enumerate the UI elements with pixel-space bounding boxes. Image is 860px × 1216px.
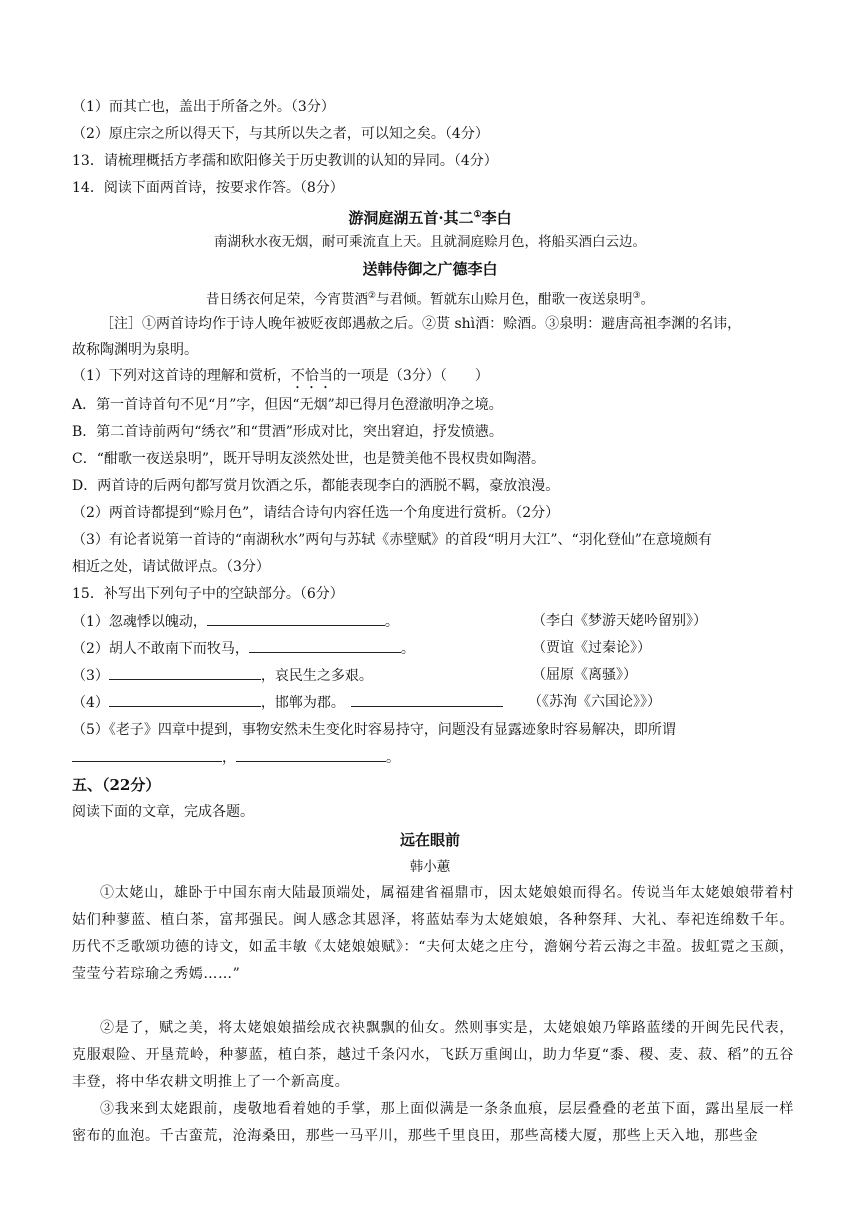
q15-item-1-source: （李白《梦游天姥吟留别》）	[532, 613, 707, 629]
poem-1-text: 南湖秋水夜无烟，耐可乘流直上天。且就洞庭赊月色，将船买酒白云边。	[214, 234, 646, 250]
answer-blank[interactable]	[109, 665, 261, 680]
answer-blank[interactable]	[72, 747, 222, 762]
article-paragraph-1: ①太姥山，雄卧于中国东南大陆最顶端处，属福建省福鼎市，因太姥娘娘而得名。传说当年太姥娘娘带着村姑们种蓼蓝、植白茶，富邦强民。闽人感念其恩泽，将蓝姑奉为太姥娘娘，各种祭拜、大礼、奉祀连绵数千年。历代不乏歌颂功德的诗文，如孟丰敏《太姥娘娘赋》：“夫何太姥之庄兮，澹娴兮若云海之丰盈。拔虹霓之玉颜，莹莹兮若琮瑜之秀嫣……”	[72, 885, 794, 982]
q14-sub-3-line-1: （3）有论者说第一首诗的“南湖秋水”两句与苏轼《赤壁赋》的首段“明月大江”、“羽化登仙”在意境颇有	[72, 532, 712, 548]
q15-item-2: （2）胡人不敢南下而牧马， 。	[72, 638, 415, 659]
answer-blank[interactable]	[351, 692, 503, 707]
q14-sub-3-line-2: 相近之处，请试做评点。（3分）	[72, 559, 270, 575]
answer-blank[interactable]	[109, 692, 261, 707]
option-a: A．第一首诗首句不见“月”字，但因“无烟”却已得月色澄澈明净之境。	[72, 397, 503, 413]
article-paragraph-2: ②是了，赋之美，将太姥娘娘描绘成衣袂飘飘的仙女。然则事实是，太姥娘娘乃筚路蓝缕的开闽先民代表，克服艰险、开垦荒岭，种蓼蓝，植白茶，越过千条闪水，飞跃万重闽山，助力华夏“黍、稷、麦、菽、稻”的五谷丰登，将中华农耕文明推上了一个新高度。	[72, 1020, 794, 1090]
article-paragraph-3: ③我来到太姥跟前，虔敬地看着她的手掌，那上面似满是一条条血痕，层层叠叠的老茧下面，露出星辰一样密布的血泡。千古蛮荒，沧海桑田，那些一马平川，那些千里良田，那些高楼大厦，那些上天入地，那些金	[72, 1101, 794, 1144]
emphasis-not-appropriate: 不恰当	[290, 368, 333, 384]
answer-blank[interactable]	[249, 638, 401, 653]
option-d: D．两首诗的后两句都写赏月饮酒之乐，都能表现李白的洒脱不羁，豪放浪漫。	[72, 478, 560, 494]
poem-2-text: 昔日绣衣何足荣，今宵贳酒②与君倾。暂就东山赊月色，酣歌一夜送泉明③。	[205, 291, 655, 308]
poem-notes-line-1: ［注］①两首诗均作于诗人晚年被贬夜郎遇赦之后。②贳 shì酒：赊酒。③泉明：避唐高祖李渊的名讳，	[100, 316, 742, 332]
q12-item-2: （2）原庄宗之所以得天下，与其所以失之者，可以知之矣。（4分）	[72, 126, 489, 142]
section-5-instruction: 阅读下面的文章，完成各题。	[72, 804, 254, 820]
q14-sub-2: （2）两首诗都提到“赊月色”，请结合诗句内容任选一个角度进行赏析。（2分）	[72, 505, 560, 521]
q15-item-5-line-1: （5）《老子》四章中提到，事物安然未生变化时容易持守，问题没有显露迹象时容易解决，即所谓	[72, 722, 676, 738]
footnote-marker-1: ①	[473, 210, 482, 220]
q15-item-4-source: （《苏洵《六国论》》）	[528, 694, 661, 710]
footnote-marker-2: ②	[367, 291, 376, 301]
q14-sub-1: （1）下列对这首诗的理解和赏析，不恰当的一项是（3分）（ ）	[72, 368, 489, 384]
footnote-marker-3: ③	[632, 291, 641, 301]
poem-2-title: 送韩侍御之广德李白	[362, 260, 498, 278]
article-title: 远在眼前	[399, 831, 460, 849]
q15-item-5-line-2: ， 。	[72, 747, 400, 768]
q15-item-2-source: （贾谊《过秦论》）	[532, 640, 651, 656]
poem-notes-line-2: 故称陶渊明为泉明。	[72, 342, 198, 358]
q15-item-4: （4） ，邯郸为郡。	[72, 692, 503, 713]
answer-blank[interactable]	[207, 611, 385, 626]
q15-item-3: （3） ，哀民生之多艰。	[72, 665, 373, 686]
q15-item-1: （1）忽魂悸以魄动， 。	[72, 611, 399, 632]
section-5-heading: 五、（22分）	[72, 776, 161, 794]
option-b: B．第二首诗前两句“绣衣”和“贯酒”形成对比，突出窘迫，抒发愤懑。	[72, 424, 503, 440]
question-15-stem: 15．补写出下列句子中的空缺部分。（6分）	[72, 586, 344, 602]
q15-item-3-source: （屈原《离骚》）	[532, 667, 637, 683]
answer-blank[interactable]	[236, 747, 386, 762]
q12-item-1: （1）而其亡也，盖出于所备之外。（3分）	[72, 99, 335, 115]
option-c: C．“酣歌一夜送泉明”，既开导明友淡然处世，也是赞美他不畏权贵如陶潜。	[72, 451, 546, 467]
poem-1-title: 游洞庭湖五首·其二①李白	[348, 209, 512, 227]
question-14-stem: 14．阅读下面两首诗，按要求作答。（8分）	[72, 180, 344, 196]
article-author: 韩小蕙	[409, 859, 451, 875]
question-13: 13．请梳理概括方孝孺和欧阳修关于历史教训的认知的异同。（4分）	[72, 153, 498, 169]
